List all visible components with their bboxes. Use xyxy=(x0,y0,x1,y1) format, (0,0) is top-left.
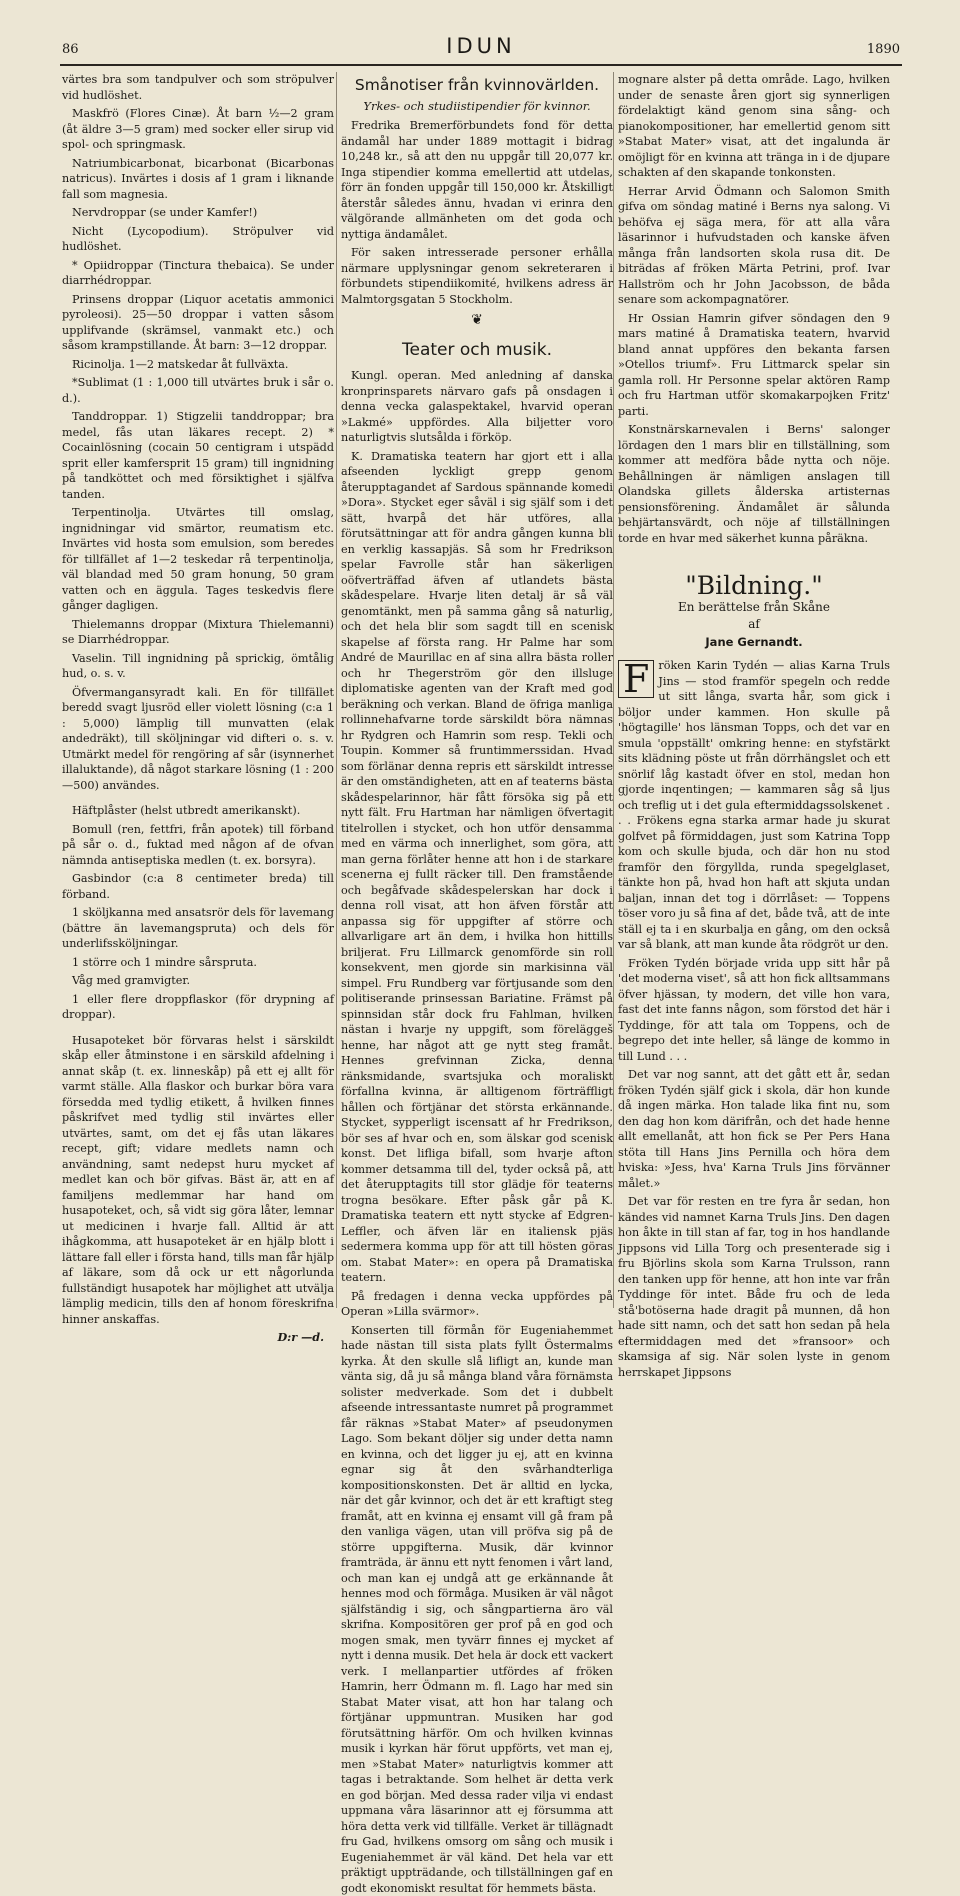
story-subtitle: En berättelse från Skåne xyxy=(618,600,890,616)
signature: D:r —d. xyxy=(62,1330,324,1346)
section-subheading: Yrkes- och studiistipendier för kvinnor. xyxy=(341,99,613,115)
paragraph: mognare alster på detta område. Lago, hvilken under de senaste åren gjort sig synnerligen fördelaktigt känd genom sina sång- och pianokompositioner, har emellertid genom sitt »Stabat Mater» visat, att det ingalunda är omöjligt för en kvinna att tränga in i de djupare schakten af den skapande tonkonsten. xyxy=(618,72,890,181)
column-2 xyxy=(341,72,613,1322)
story-by: af xyxy=(618,617,890,633)
paragraph: Natriumbicarbonat, bicarbonat (Bicarbonas natricus). Invärtes i dosis af 1 gram i liknande fall som magnesia. xyxy=(62,156,334,203)
paragraph: Fröken Tydén började vrida upp sitt hår på 'det moderna viset', så att hon fick alltsammans öfver hjässan, ty modern, det ville hon vara, fast det inte fanns någon, som förstod det här i Tyddinge, för att tala om Toppens, och de begrepo det inte heller, så länge de kommo in till Lund . . . xyxy=(618,956,890,1065)
section-heading: Smånotiser från kvinnovärlden. xyxy=(341,78,613,94)
paragraph: Vaselin. Till ingnidning på sprickig, ömtålig hud, o. s. v. xyxy=(62,651,334,682)
paragraph: 1 eller flere droppflaskor (för drypning af droppar). xyxy=(62,992,334,1023)
paragraph: Herrar Arvid Ödmann och Salomon Smith gifva om söndag matiné i Berns nya salong. Vi behöfva ej säga mera, för att alla våra läsarinnor i hufvudstaden och kanske äfven många från landsorten skola rusa dit. De biträdas af fröken Märta Petrini, prof. Ivar Hallström och hr John Jacobsson, de båda senare som ackompagnatörer. xyxy=(618,184,890,308)
paragraph: K. Dramatiska teatern har gjort ett i alla afseenden lyckligt grepp genom återupptagandet af Sardous spännande komedi »Dora». Stycket eger såväl i sig själf som i det sätt, hvarpå det här utföres, alla förutsättningar att för andra gången kunna bli en verklig kassapjäs. Så som hr Fredrikson spelar Favrolle står han säkerligen oöfverträffad äfven af utlandets bästa skådespelare. Hvarje liten detalj är så väl genomtänkt, men på samma gång så naturlig, och det hela blir som sagdt till en scenisk skapelse af första rang. Hr Palme har som André de Maurillac en af sina allra bästa roller och hr Thegerström gör den illsluge diplomatiske agenten van der Kraft med god beräkning och verkan. Bland de öfriga manliga rollinnehafvarne torde särskildt böra nämnas hr Rydgren och Hamrin som resp. Tekli och Toupin. Kommer så fruntimmerssidan. Hvad som förlänar denna repris ett särskildt intresse är den omständigheten, att en af teaterns bästa skådespelarinnor, här fått försöka sig på ett nytt fält. Fru Hartman har nämligen öfvertagit titelrollen i stycket, och hon utför densamma med en värma och innerlighet, som göra, att man gerna förlåter henne att hon i de starkare scenerna ej fullt räcker till. Den framstående och begåfvade skådespelerskan har dock i denna roll visat, att hon äfven förstår att anpassa sig för uppgifter af större och allvarligare art än dem, i hvilka hon hittills briljerat. Fru Lillmarck genomförde sin roll konsekvent, men gjorde sin markisinna väl simpel. Fru Rundberg var förtjusande som den politiserande prinsessan Bariatine. Främst på spinnsidan står dock fru Fahlman, hvilken nästan i hvarje ny uppgift, som föreläggeš henne, har något att ge nytt steg framåt. Hennes grefvinnan Zicka, denna ränksmidande, svartsjuka och moraliskt förfallna kvinna, är alltigenom förträffligt hållen och förtjänar det största erkännande. Stycket, sypperligt iscensatt af hr Fredrikson, bör ses af hvar och en, som älskar god scenisk konst. Det lifliga bifall, som hvarje afton kommer detsamma till del, tyder också på, att det återupptagits till stor glädje för teaterns trogna besökare. Efter påsk går på K. Dramatiska teatern ett nytt stycke af Edgren-Leffler, och äfven lär en italiensk pjäs sedermera komma upp för att till hösten göras om. Stabat Mater»: en opera på Dramatiska teatern. xyxy=(341,449,613,1286)
column-3 xyxy=(618,72,890,1322)
story-author: Jane Gernandt. xyxy=(618,635,890,651)
paragraph xyxy=(618,658,890,953)
paragraph-text: röken Karin Tydén — alias Karna Truls Jins — stod framför spegeln och redde ut sitt långa, svarta hår, som gick i böljor under kammen. Hon skulle på 'högtagille' hos länsman Topps, och det var en smula 'oppställt' omkring henne: en styfstärkt sits klädning pöste ut från dörrhängslet och ett snörlif låg kastadt öfver en stol, medan hon gjorde inqentingen; — kammaren såg så ljus och treflig ut i det gula eftermiddagssolskenet . . . Frökens egna starka armar hade ju skurat golfvet på förmiddagen, just som Katrina Topp kom och skulle bjuda, och där hon nu stod framför den förgyllda, runda spegelglaset, tänkte hon på, hvad hon haft att skjuta undan baljan, innan det tog i dörrlåset: — Toppens töser voro ju så fina af det, både två, att de inte ställ ej ta i en skurbalja en gång, om den också var så blank, att man kunde åta rödgröt ur den. xyxy=(618,659,890,951)
page-header xyxy=(60,34,902,66)
paragraph: Bomull (ren, fettfri, från apotek) till förband på sår o. d., fuktad med någon af de ofvan nämnda antiseptiska medlen (t. ex. borsyra). xyxy=(62,822,334,869)
paragraph: Fredrika Bremerförbundets fond för detta ändamål har under 1889 mottagit i bidrag 10,248 kr., så att den nu uppgår till 20,077 kr. Inga stipendier komma emellertid att utdelas, förr än fonden uppgår till 150,000 kr. Åtskilligt återstår således ännu, hvadan vi erinra den välgörande allmänheten om det goda och nyttiga ändamålet. xyxy=(341,118,613,242)
paragraph: Konserten till förmån för Eugeniahemmet hade nästan till sista plats fyllt Östermalms kyrka. Åt den skulle slå lifligt an, kunde man vänta sig, då ju så många bland våra förnämsta solister medverkade. Som det i dubbelt afseende intressantaste numret på programmet får räknas »Stabat Mater» af pseudonymen Lago. Som bekant döljer sig under detta namn en kvinna, och det ligger ju ej, att en kvinna egnar sig åt den svårhandterliga kompositionskonsten. Det är alltid en lycka, när det går kvinnor, och det är ett kraftigt steg framåt, att en kvinna ej ensamt vill gå fram på den vanliga vägen, utan vill pröfva sig på de större uppgifterna. Musik, där kvinnor framträda, är ännu ett nytt fenomen i vårt land, och man kan ej undgå att ge erkännande åt hennes mod och förmåga. Musiken är väl något själfständig i sig, och sångpartierna äro väl skrifna. Kompositören ger prof på en god och mogen smak, men tyvärr finnes ej mycket af nytt i denna musik. Det hela är dock ett vackert verk. I mellanpartier utfördes af fröken Hamrin, herr Ödmann m. fl. Lago har med sin Stabat Mater visat, att hon har talang och förtjänar uppmuntran. Musiken har god förutsättning härför. Om och hvilken kvinnas musik i kyrkan här förut uppförts, vet man ej, men »Stabat Mater» naturligtvis kommer att tagas i betraktande. Som helhet är detta verk en god början. Med dessa rader vilja vi endast uppmana våra läsarinnor att ej försumma att höra detta verk vid tillfälle. Verket är tillägnadt fru Gad, hvilkens omsorg om sång och musik i Eugeniahemmet är väl känd. Det hela var ett präktigt uppträdande, och tillställningen gaf en godt ekonomiskt resultat för hemmets bästa. xyxy=(341,1323,613,1896)
paragraph: * Opiidroppar (Tinctura thebaica). Se under diarrhédroppar. xyxy=(62,258,334,289)
year-label: 1890 xyxy=(867,42,900,57)
paragraph: För saken intresserade personer erhålla närmare upplysningar genom sekreteraren i förbundets stipendiikomité, hvilkens adress är Malmtorgsgatan 5 Stockholm. xyxy=(341,245,613,307)
paragraph: Det var nog sannt, att det gått ett år, sedan fröken Tydén själf gick i skola, där hon kunde då ingen märka. Hon talade lika fint nu, som den dag hon kom därifrån, och det hade henne allt emellanåt, att hon fick se Per Pers Hana stöta till Hans Jins Pernilla och höra dem hviska: »Jess, hva' Karna Truls Jins förvänner målet.» xyxy=(618,1067,890,1191)
paragraph: Häftplåster (helst utbredt amerikanskt). xyxy=(62,803,334,819)
paragraph: Terpentinolja. Utvärtes till omslag, ingnidningar vid smärtor, reumatism etc. Invärtes vid hosta som emulsion, som beredes för tillfället af 1—2 teskedar rå terpentinolja, väl blandad med 50 gram honung, 50 gram vatten och en äggula. Tages teskedvis flere gånger dagligen. xyxy=(62,505,334,614)
paragraph: Nervdroppar (se under Kamfer!) xyxy=(62,205,334,221)
paragraph: På fredagen i denna vecka uppfördes på Operan »Lilla svärmor». xyxy=(341,1289,613,1320)
paragraph: Ricinolja. 1—2 matskedar åt fullväxta. xyxy=(62,357,334,373)
story-title: "Bildning." xyxy=(618,578,890,594)
paragraph: Maskfrö (Flores Cinæ). Åt barn ½—2 gram (åt äldre 3—5 gram) med socker eller sirup vid spol- och springmask. xyxy=(62,106,334,153)
paragraph: 1 större och 1 mindre sårspruta. xyxy=(62,955,334,971)
column-divider-1 xyxy=(336,72,337,1308)
paragraph: *Sublimat (1 : 1,000 till utvärtes bruk i sår o. d.). xyxy=(62,375,334,406)
page-number-left: 86 xyxy=(62,42,79,57)
masthead-title: IDUN xyxy=(60,34,902,58)
paragraph: Prinsens droppar (Liquor acetatis ammonici pyroleosi). 25—50 droppar i vatten såsom upplifvande (skrämsel, vanmakt etc.) och såsom krampstillande. Åt barn: 3—12 droppar. xyxy=(62,292,334,354)
paragraph: Öfvermangansyradt kali. En för tillfället beredd svagt ljusröd eller violett lösning (c:a 1 : 5,000) lämplig till munvatten (elak andedräkt), till sköljningar vid difteri o. s. v. Utmärkt medel för rengöring af sår (isynnerhet illaluktande), då något starkare lösning (1 : 200—500) användes. xyxy=(62,685,334,794)
column-divider-2 xyxy=(613,72,614,1308)
paragraph: Thielemanns droppar (Mixtura Thielemanni) se Diarrhédroppar. xyxy=(62,617,334,648)
column-1 xyxy=(62,72,334,1322)
paragraph: Nicht (Lycopodium). Ströpulver vid hudlöshet. xyxy=(62,224,334,255)
paragraph: Konstnärskarnevalen i Berns' salonger lördagen den 1 mars blir en tillställning, som kommer att medföra både nytta och nöje. Behållningen är nämligen anslagen till Olandska gillets ålderska artisternas pensionsförening. Ändamålet är sålunda behjärtansvärdt, och nöje af tillställningen torde en hvar med säkerhet kunna påräkna. xyxy=(618,422,890,546)
paragraph: 1 sköljkanna med ansatsrör dels för lavemang (bättre än lavemangspruta) och dels för underlifssköljningar. xyxy=(62,905,334,952)
drop-cap: F xyxy=(618,660,654,698)
paragraph: Kungl. operan. Med anledning af danska kronprinsparets närvaro gafs på onsdagen i denna vecka galaspektakel, hvarvid operan »Lakmé» uppfördes. Alla biljetter voro naturligtvis slutsålda i förköp. xyxy=(341,368,613,446)
paragraph: värtes bra som tandpulver och som ströpulver vid hudlöshet. xyxy=(62,72,334,103)
paragraph: Våg med gramvigter. xyxy=(62,973,334,989)
paragraph: Tanddroppar. 1) Stigzelii tanddroppar; bra medel, fås utan läkares recept. 2) * Cocainlösning (cocain 50 centigram i utspädd sprit eller kamfersprit 15 gram) till ingnidning på tandköttet och med försiktighet i själfva tanden. xyxy=(62,409,334,502)
section-heading: Teater och musik. xyxy=(341,343,613,359)
ornament-icon: ❦ xyxy=(341,313,613,329)
paragraph: Hr Ossian Hamrin gifver söndagen den 9 mars matiné å Dramatiska teatern, hvarvid bland annat uppföres den bekanta farsen »Otellos triumf». Fru Littmarck spelar sin gamla roll. Hr Personne spelar aktören Ramp och fru Hartman utför skomakarpojken Fritz' parti. xyxy=(618,311,890,420)
paragraph: Gasbindor (c:a 8 centimeter breda) till förband. xyxy=(62,871,334,902)
paragraph: Husapoteket bör förvaras helst i särskildt skåp eller åtminstone i en särskild afdelning i annat skåp (t. ex. linneskåp) på ett ej allt för varmt ställe. Alla flaskor och burkar böra vara försedda med tydlig etikett, å hvilken finnes påskrifvet med tydlig stil invärtes eller utvärtes, samt, om det ej fås utan läkares recept, gift; vidare medlets namn och användning, samt nedерst huru mycket af medlet kan och bör gifvas. Bäst är, att en af familjens medlemmar har hand om husapoteket, och, så vidt sig göra låter, lemnar ut medicinen i hvarje fall. Alltid är att ihågkomma, att husapoteket är en hjälp blott i lättare fall eller i första hand, tills man får hjälp af läkare, som då ock ur ett någorlunda fullständigt husapotek har möjlighet att utvälja lämplig medicin, tills den af honom föreskrifna hinner anskaffas. xyxy=(62,1033,334,1328)
paragraph: Det var för resten en tre fyra år sedan, hon kändes vid namnet Karna Truls Jins. Den dagen hon åkte in till stan af far, tog in hos handlande Jippsons vid Lilla Torg och presenterade sig i fru Björlins skola som Karna Trulsson, rann den tanken upp för henne, att hon inte var från Tyddinge för intet. Både fru och de leda stå'botöserna hade dragit på munnen, då hon hade sitt namn, och det satt hon sedan på hela eftermiddagen med det »fransoor» och skamsiga af sig. När solen lyste in genom herrskapet Jippsons xyxy=(618,1194,890,1380)
